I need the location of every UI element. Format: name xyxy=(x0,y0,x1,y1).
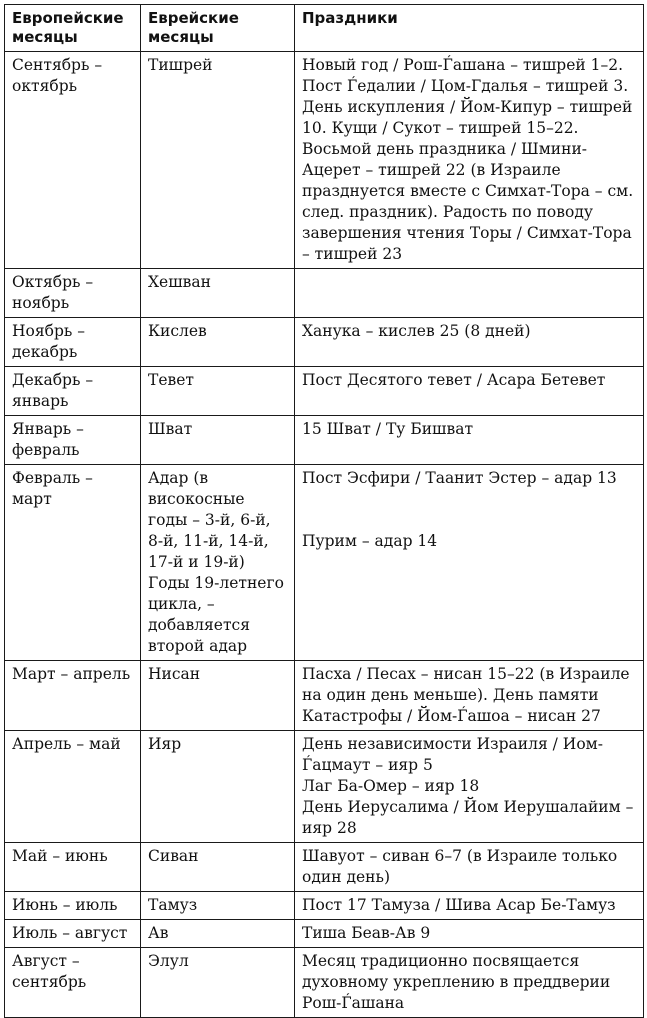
cell-hebrew-month: Элул xyxy=(141,948,295,1018)
holiday-entry: День независимости Израиля / Иом-Ѓацмаут – ияр 5 xyxy=(302,735,603,774)
cell-hebrew-month: Хешван xyxy=(141,269,295,318)
table-row xyxy=(5,843,644,892)
table-row xyxy=(5,892,644,920)
cell-hebrew-month: Адар (в високосные годы – 3-й, 6-й, 8-й, 11-й, 14-й, 17-й и 19-й) Годы 19-летнего цикла, – добавляется второй адар xyxy=(141,465,295,661)
cell-hebrew-month: Шват xyxy=(141,416,295,465)
table-row xyxy=(5,52,644,269)
table-row xyxy=(5,318,644,367)
holiday-entry: Лаг Ба-Омер – ияр 18 xyxy=(302,777,480,795)
table-row xyxy=(5,416,644,465)
cell-hebrew-month: Тамуз xyxy=(141,892,295,920)
holiday-entry: День Иерусалима / Йом Иерушалайим – ияр 28 xyxy=(302,798,634,837)
cell-hebrew-month: Нисан xyxy=(141,661,295,731)
cell-european-month: Октябрь – ноябрь xyxy=(5,269,141,318)
table-row xyxy=(5,269,644,318)
cell-holidays xyxy=(295,731,644,843)
cell-hebrew-month: Тевет xyxy=(141,367,295,416)
cell-holidays: Пост Десятого тевет / Асара Бетевет xyxy=(295,367,644,416)
table-row xyxy=(5,731,644,843)
cell-hebrew-month: Кислев xyxy=(141,318,295,367)
cell-european-month: Август – сентябрь xyxy=(5,948,141,1018)
cell-european-month: Сентябрь – октябрь xyxy=(5,52,141,269)
cell-european-month: Апрель – май xyxy=(5,731,141,843)
cell-european-month: Январь – февраль xyxy=(5,416,141,465)
cell-holidays: Тиша Беав-Ав 9 xyxy=(295,920,644,948)
cell-holidays: Новый год / Рош-Ѓашана – тишрей 1–2. Пост Ѓедалии / Цом-Гдалья – тишрей 3. День искупления / Йом-Кипур – тишрей 10. Кущи / Сукот – тишрей 15–22. Восьмой день праздника / Шмини-Ацерет – тишрей 22 (в Израиле празднуется вместе с Симхат-Тора – см. след. праздник). Радость по поводу завершения чтения Торы / Симхат-Тора – тишрей 23 xyxy=(295,52,644,269)
cell-european-month: Декабрь – январь xyxy=(5,367,141,416)
holiday-entry: Пост Эсфири / Таанит Эстер – адар 13 xyxy=(302,469,617,487)
table-row xyxy=(5,920,644,948)
table-row xyxy=(5,465,644,661)
cell-european-month: Июнь – июль xyxy=(5,892,141,920)
spacer xyxy=(302,489,637,531)
cell-european-month: Май – июнь xyxy=(5,843,141,892)
table-row xyxy=(5,948,644,1018)
cell-holidays: Месяц традиционно посвящается духовному укреплению в преддверии Рош-Ѓашана xyxy=(295,948,644,1018)
holiday-entry: Пурим – адар 14 xyxy=(302,532,438,550)
cell-european-month: Февраль – март xyxy=(5,465,141,661)
cell-holidays: 15 Шват / Ту Бишват xyxy=(295,416,644,465)
header-holidays: Праздники xyxy=(295,5,644,52)
cell-holidays: Ханука – кислев 25 (8 дней) xyxy=(295,318,644,367)
cell-holidays xyxy=(295,465,644,661)
header-hebrew-months: Еврейские месяцы xyxy=(141,5,295,52)
cell-holidays: Шавуот – сиван 6–7 (в Израиле только один день) xyxy=(295,843,644,892)
holiday-calendar-table xyxy=(4,4,644,1018)
cell-european-month: Март – апрель xyxy=(5,661,141,731)
cell-holidays xyxy=(295,269,644,318)
cell-hebrew-month: Тишрей xyxy=(141,52,295,269)
table-row xyxy=(5,367,644,416)
header-european-months: Европейские месяцы xyxy=(5,5,141,52)
cell-holidays: Пост 17 Тамуза / Шива Асар Бе-Тамуз xyxy=(295,892,644,920)
cell-hebrew-month: Ияр xyxy=(141,731,295,843)
cell-hebrew-month: Сиван xyxy=(141,843,295,892)
cell-holidays: Пасха / Песах – нисан 15–22 (в Израиле на один день меньше). День памяти Катастрофы / Йом-Ѓашоа – нисан 27 xyxy=(295,661,644,731)
cell-hebrew-month: Ав xyxy=(141,920,295,948)
table-row xyxy=(5,661,644,731)
table-header-row xyxy=(5,5,644,52)
cell-european-month: Июль – август xyxy=(5,920,141,948)
cell-european-month: Ноябрь – декабрь xyxy=(5,318,141,367)
